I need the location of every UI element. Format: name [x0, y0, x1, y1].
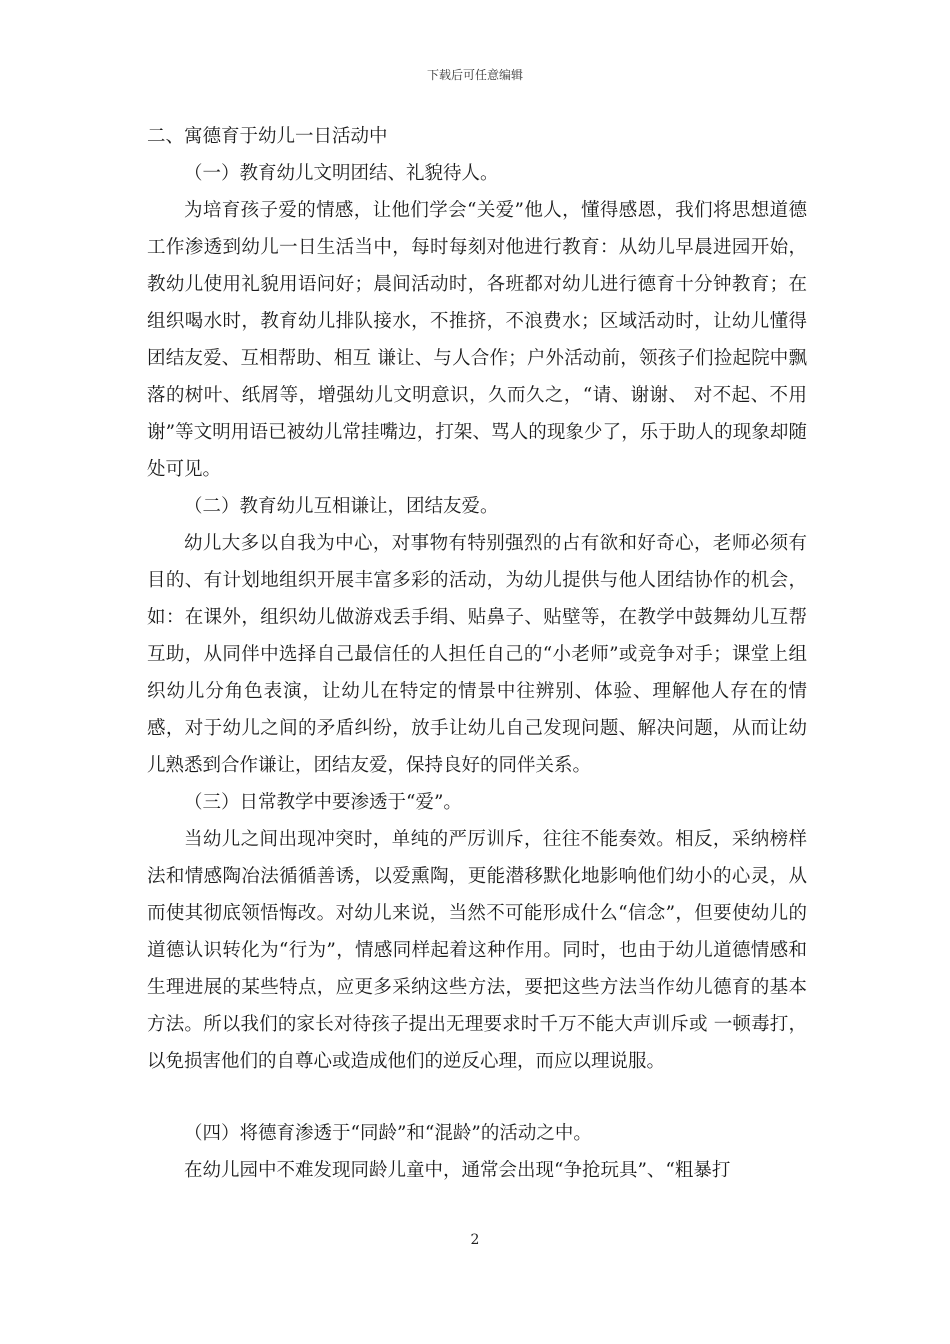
paragraph-1: 为培育孩子爱的情感，让他们学会“关爱”他人，懂得感恩，我们将思想道德工作渗透到幼儿一日生活当中，每时每刻对他进行教育：从幼儿早晨进园开始，教幼儿使用礼貌用语问好；晨间活动时，各班都对幼儿进行德育十分钟教育；在组织喝水时，教育幼儿排队接水，不推挤，不浪费水；区域活动时，让幼儿懂得团结友爱、互相帮助、相互 谦让、与人合作；户外活动前，领孩子们捡起院中飘落的树叶、纸屑等，增强幼儿文明意识，久而久之，“请、谢谢、 对不起、不用谢”等文明用语已被幼儿常挂嘴边，打架、骂人的现象少了，乐于助人的现象却随处可见。 [147, 200, 807, 480]
subsection-heading-1: （一）教育幼儿文明团结、礼貌待人。 [184, 163, 499, 184]
paragraph-gap [147, 1080, 807, 1115]
section-title: 二、寓德育于幼儿一日活动中 [147, 126, 388, 147]
subsection-heading-2: （二）教育幼儿互相谦让，团结友爱。 [184, 496, 499, 517]
subsection-heading-3: （三）日常教学中要渗透于“爱”。 [184, 792, 462, 813]
paragraph-3: 当幼儿之间出现冲突时，单纯的严厉训斥，往往不能奏效。相反，采纳榜样法和情感陶冶法循循善诱，以爱熏陶，更能潜移默化地影响他们幼小的心灵，从而使其彻底领悟悔改。对幼儿来说，当然不可能形成什么“信念”，但要使幼儿的道德认识转化为“行为”，情感同样起着这种作用。同时，也由于幼儿道德情感和生理进展的某些特点，应更多采纳这些方法，要把这些方法当作幼儿德育的基本方法。所以我们的家长对待孩子提出无理要求时千万不能大声训斥或 一顿毒打，以免损害他们的自尊心或造成他们的逆反心理，而应以理说服。 [147, 829, 807, 1072]
subsection-heading-4: （四）将德育渗透于“同龄”和“混龄”的活动之中。 [184, 1123, 592, 1144]
document-body [147, 118, 807, 1189]
page-header: 下载后可任意编辑 [426, 68, 523, 82]
paragraph-4: 在幼儿园中不难发现同龄儿童中，通常会出现“争抢玩具”、“粗暴打 [184, 1160, 731, 1181]
paragraph-2: 幼儿大多以自我为中心，对事物有特别强烈的占有欲和好奇心，老师必须有目的、有计划地组织开展丰富多彩的活动，为幼儿提供与他人团结协作的机会，如：在课外，组织幼儿做游戏丢手绢、贴鼻子、贴壁等，在教学中鼓舞幼儿互帮互助，从同伴中选择自己最信任的人担任自己的“小老师”或竞争对手；课堂上组织幼儿分角色表演，让幼儿在特定的情景中往辨别、体验、理解他人存在的情感，对于幼儿之间的矛盾纠纷，放手让幼儿自己发现问题、解决问题，从而让幼儿熟悉到合作谦让，团结友爱，保持良好的同伴关系。 [147, 533, 807, 776]
page-number: 2 [470, 1232, 480, 1248]
